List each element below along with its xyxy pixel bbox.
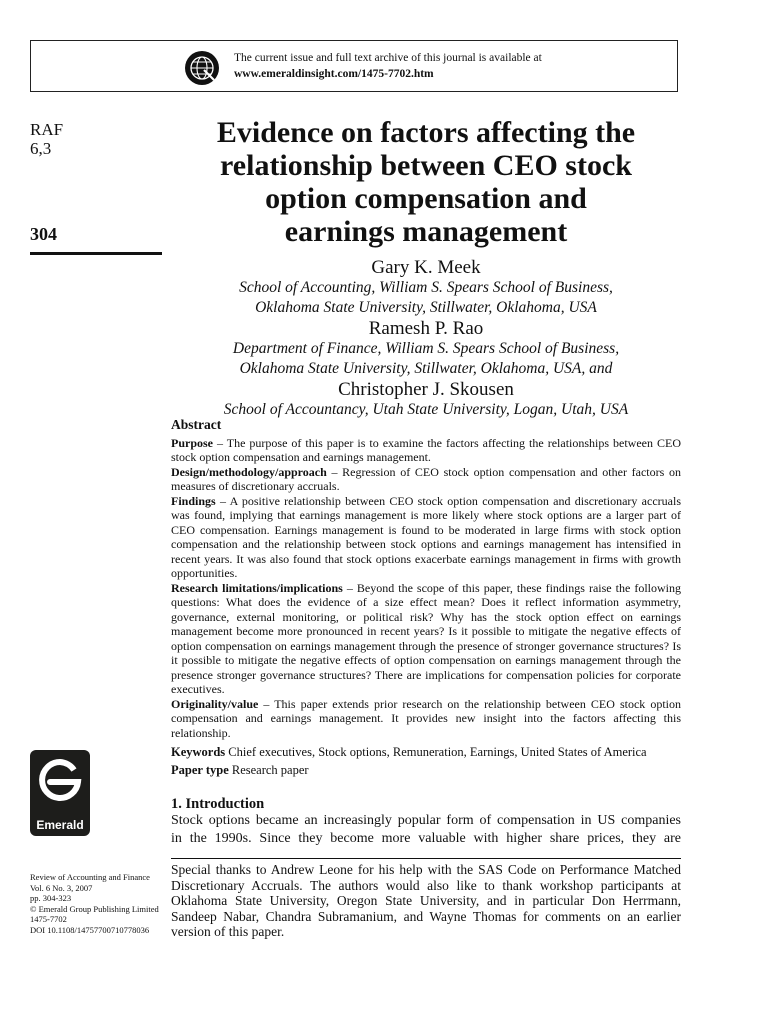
- journal-abbrev: RAF: [30, 120, 64, 139]
- journal-volume-label: [30, 120, 63, 158]
- introduction-body: [171, 812, 681, 848]
- keywords-text: Chief executives, Stock options, Remuneration, Earnings, United States of America: [228, 745, 647, 759]
- introduction-heading: 1. Introduction: [171, 796, 265, 812]
- abstract-heading: Abstract: [171, 417, 222, 432]
- header-journal-url[interactable]: www.emeraldinsight.com/1475-7702.htm: [234, 68, 434, 80]
- abstract-originality: [171, 697, 681, 741]
- author-affiliation: School of Accountancy, Utah State University, Logan, Utah, USA: [223, 401, 629, 418]
- abstract-design: [171, 465, 681, 494]
- pub-pages: pp. 304-323: [30, 893, 72, 903]
- design-text: – Regression of CEO stock option compensation and other factors on measures of discretionary accruals.: [171, 464, 681, 493]
- findings-text: – A positive relationship between CEO stock option compensation and discretionary accruals was found, implying that earnings management is more likely where stock options are a larger part of CEO compensation. Earnings management is found to be moderated in large firms with stock option compensation and the relationship between stock options and earnings management has intensified in recent years. It was also found that stock options exacerbate earnings management in firms with growth opportunities.: [171, 493, 681, 580]
- page-number: 304: [30, 224, 57, 244]
- author-affiliation: Oklahoma State University, Stillwater, Oklahoma, USA, and: [239, 360, 613, 377]
- title-line: Evidence on factors affecting the: [216, 116, 636, 149]
- abstract-findings: [171, 494, 681, 581]
- acknowledgement-footnote: Special thanks to Andrew Leone for his help with the SAS Code on Performance Matched Discretionary Accruals. The authors would also like to thank workshop participants at Oklahoma State University, Oregon State University, and in particular Don Herrmann, Sandeep Nabar, Chandra Subramanium, and Wayne Thomas for comments on an earlier version of this paper.: [171, 862, 681, 939]
- intro-line: Stock options became an increasingly popular form of compensation in US companies: [171, 813, 681, 828]
- pub-issn: 1475-7702: [30, 914, 67, 924]
- title-line: earnings management: [284, 215, 568, 248]
- author-name: Ramesh P. Rao: [368, 318, 484, 339]
- findings-label: Findings: [171, 493, 216, 508]
- footnote-rule: [171, 858, 681, 859]
- keywords-row: [171, 744, 681, 760]
- paper-title: [168, 116, 684, 248]
- pub-doi: DOI 10.1108/14757700710778036: [30, 924, 150, 935]
- intro-line: in the 1990s. Since they become more valuable with higher share prices, they are: [171, 831, 681, 846]
- limitations-text: – Beyond the scope of this paper, these findings raise the following questions: What does the evidence of a size effect mean? Does it reflect information asymmetry, governance, external monitoring, or political risk? Why has the stock option effect on earnings management become more pronounced in recent years? Is it possible to mitigate the negative effects of option compensation on earnings management through the presence of stronger governance structures? Is it possible to mitigate the negative effects of option compensation on earnings management through the presence stronger governance structures? There are implications for compensation policies for corporate executives.: [171, 580, 681, 696]
- purpose-text: – The purpose of this paper is to examine the factors affecting the relationships between CEO stock option compensation and earnings management.: [171, 435, 681, 464]
- pub-journal: Review of Accounting and Finance: [30, 872, 150, 882]
- author-list: [168, 258, 684, 420]
- journal-availability-box: [30, 40, 678, 92]
- emerald-wordmark: Emerald: [36, 818, 84, 832]
- author-affiliation: Oklahoma State University, Stillwater, Oklahoma, USA: [255, 299, 597, 316]
- originality-text: – This paper extends prior research on the relationship between CEO stock option compensation and earnings management. It provides new insight into the factors affecting this relationship.: [171, 696, 681, 740]
- title-line: option compensation and: [265, 182, 587, 215]
- header-availability-text: The current issue and full text archive of this journal is available at: [234, 52, 542, 64]
- pub-copyright: © Emerald Group Publishing Limited: [30, 903, 159, 914]
- author-affiliation: School of Accounting, William S. Spears School of Business,: [239, 279, 613, 296]
- design-label: Design/methodology/approach: [171, 464, 327, 479]
- globe-icon: [184, 50, 220, 86]
- paper-type-row: [171, 762, 681, 778]
- volume-issue: 6,3: [30, 139, 52, 158]
- abstract-purpose: [171, 436, 681, 465]
- author-affiliation: Department of Finance, William S. Spears School of Business,: [232, 340, 620, 357]
- emerald-logo: [30, 750, 90, 836]
- emerald-e-icon: [36, 756, 84, 812]
- purpose-label: Purpose: [171, 435, 213, 450]
- publication-info: [30, 872, 159, 935]
- introduction-section: [171, 796, 681, 848]
- author-name: Gary K. Meek: [371, 257, 481, 278]
- author-name: Christopher J. Skousen: [338, 379, 514, 400]
- page-number-rule: [30, 252, 162, 255]
- keywords-label: Keywords: [171, 745, 226, 759]
- pub-volume: Vol. 6 No. 3, 2007: [30, 882, 93, 893]
- limitations-label: Research limitations/implications: [171, 580, 343, 595]
- paper-type-label: Paper type: [171, 763, 229, 777]
- abstract-section: [171, 418, 681, 778]
- title-line: relationship between CEO stock: [220, 149, 632, 182]
- originality-label: Originality/value: [171, 696, 259, 711]
- abstract-limitations: [171, 581, 681, 697]
- paper-type-text: Research paper: [231, 763, 309, 777]
